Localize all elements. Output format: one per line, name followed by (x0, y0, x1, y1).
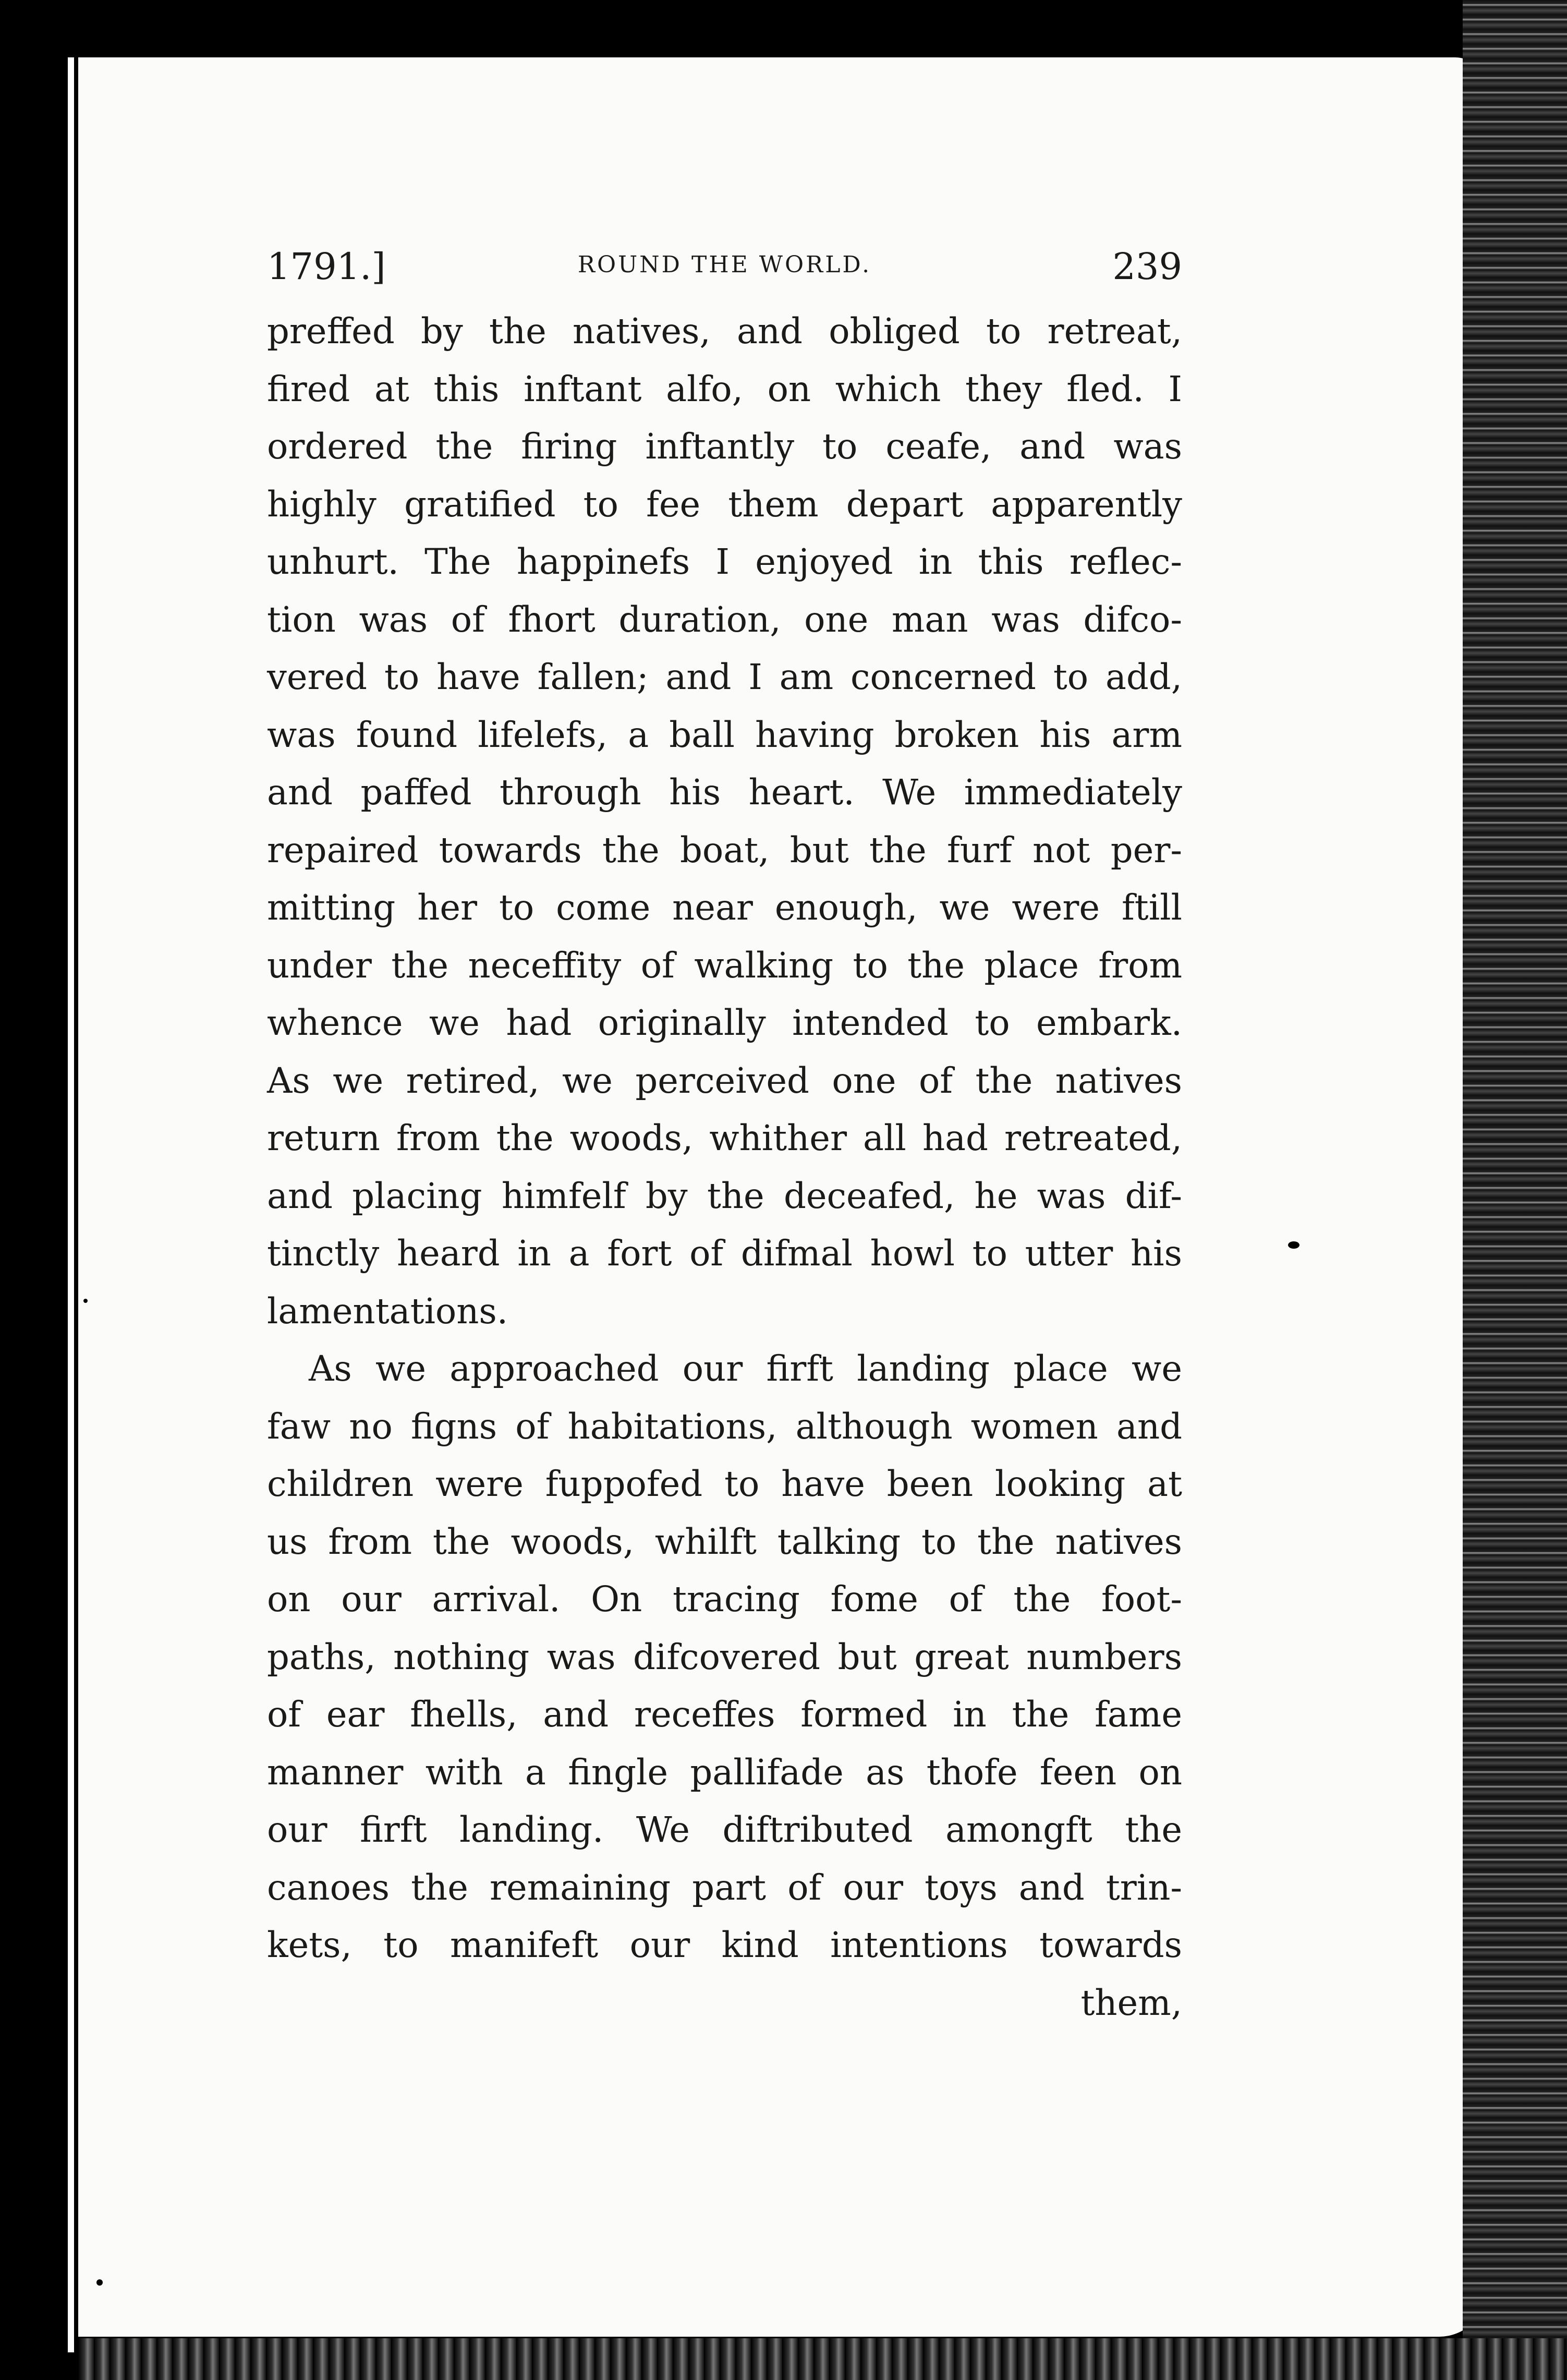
ink-speck (96, 2279, 103, 2286)
running-header (267, 245, 1182, 303)
page-fore-edge (1463, 0, 1567, 2380)
text-line: return from the woods, whither all had retreated, (267, 1118, 1182, 1158)
text-line: unhurt. The happinefs I enjoyed in this reflec- (267, 541, 1182, 582)
text-line: and placing himfelf by the deceafed, he was dif- (267, 1175, 1182, 1216)
text-line: tion was of fhort duration, one man was difco- (267, 599, 1182, 640)
text-line: ordered the firing inftantly to ceafe, and was (267, 426, 1182, 467)
text-line: tinctly heard in a fort of difmal howl to utter his (267, 1233, 1182, 1274)
gutter-edge (68, 57, 74, 2352)
paragraph (267, 1340, 1182, 1974)
text-line: was found lifelefs, a ball having broken his arm (267, 714, 1182, 755)
text-line: paths, nothing was difcovered but great numbers (267, 1636, 1182, 1677)
text-line: of ear fhells, and receffes formed in the fame (267, 1694, 1182, 1735)
text-line: highly gratified to fee them depart apparently (267, 484, 1182, 525)
text-line: under the neceffity of walking to the place from (267, 945, 1182, 986)
text-line: manner with a fingle pallifade as thofe feen on (267, 1751, 1182, 1793)
page-bottom-edge (78, 2338, 1567, 2380)
ink-speck (1288, 1241, 1299, 1249)
text-line: on our arrival. On tracing fome of the foot- (267, 1579, 1182, 1620)
text-line: and paffed through his heart. We immediately (267, 772, 1182, 813)
header-year: 1791.] (267, 245, 386, 288)
binding-shadow (0, 0, 78, 2380)
text-line: As we retired, we perceived one of the natives (267, 1060, 1182, 1101)
text-line: mitting her to come near enough, we were ftill (267, 887, 1182, 928)
text-line: lamentations. (267, 1290, 508, 1332)
text-line: whence we had originally intended to embark. (267, 1002, 1182, 1043)
text-line: preffed by the natives, and obliged to retreat, (267, 311, 1182, 352)
text-line: us from the woods, whilft talking to the natives (267, 1521, 1182, 1562)
running-title: ROUND THE WORLD. (577, 251, 872, 278)
text-line: vered to have fallen; and I am concerned to add, (267, 657, 1182, 697)
text-line: canoes the remaining part of our toys and trin- (267, 1867, 1182, 1908)
text-line: repaired towards the boat, but the furf not per- (267, 829, 1182, 871)
text-line: kets, to manifeft our kind intentions towards (267, 1925, 1182, 1965)
paragraph (267, 303, 1182, 1340)
text-block (267, 245, 1182, 2032)
text-line: children were fuppofed to have been looking at (267, 1464, 1182, 1504)
text-line: fired at this inftant alfo, on which they fled. I (267, 368, 1182, 409)
catchword: them, (1080, 1982, 1182, 2023)
text-line: faw no figns of habitations, although women and (267, 1406, 1182, 1447)
text-line: our firft landing. We diftributed amongft the (267, 1809, 1182, 1850)
text-line: As we approached our firft landing place we (309, 1348, 1182, 1389)
ink-speck (83, 1299, 88, 1303)
page-number: 239 (1112, 245, 1182, 288)
